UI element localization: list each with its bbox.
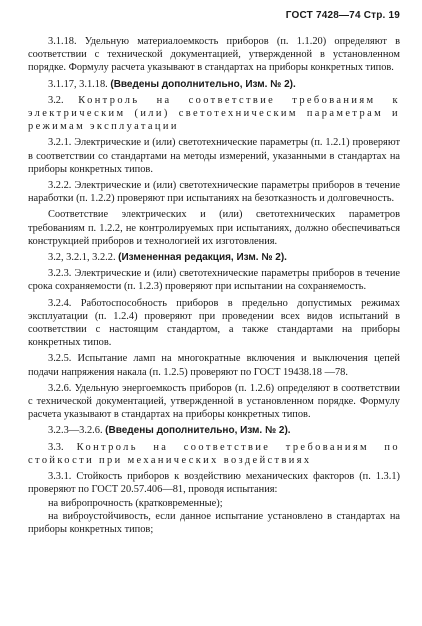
section-title: Контроль на соответствие требованиям к электрическим (или) светотехническим параметрам и режимам эксплуатации bbox=[28, 94, 400, 133]
section-title: Контроль на соответствие требованиям по стойкости при механических воздействиях bbox=[28, 441, 400, 466]
amendment-clauses: 3.1.17, 3.1.18. bbox=[48, 78, 108, 90]
amendment-clauses: 3.2.3—3.2.6. bbox=[48, 425, 103, 437]
amendment-note-3 bbox=[28, 424, 400, 437]
paragraph-3-3-1: 3.3.1. Стойкость приборов к воздействию механических факторов (п. 1.3.1) проверяют по ГОСТ 20.57.406—81, проводя испытания: bbox=[28, 471, 400, 496]
amendment-clauses: 3.2, 3.2.1, 3.2.2. bbox=[48, 252, 116, 264]
section-number: 3.3. bbox=[48, 441, 64, 453]
paragraph-3-2-3: 3.2.3. Электрические и (или) светотехнические параметры приборов в течение срока сохраняемости (п. 1.2.3) проверяют при испытании на сохраняемость. bbox=[28, 268, 400, 293]
amendment-text: (Введены дополнительно, Изм. № 2). bbox=[105, 425, 291, 437]
paragraph-conformity: Соответствие электрических и (или) светотехнических параметров требованиям п. 1.2.2, не контролируемых при испытаниях, должно обеспечиваться конструкцией приборов и технологией их изготовления. bbox=[28, 209, 400, 247]
amendment-note-2 bbox=[28, 251, 400, 264]
amendment-text: (Введены дополнительно, Изм. № 2). bbox=[110, 78, 296, 90]
paragraph-3-2-4: 3.2.4. Работоспособность приборов в предельно допустимых режимах эксплуатации (п. 1.2.4) проверяют при проведении всех видов испытаний в соответствии с настоящим стандартом, а также стандартами на приборы конкретных типов. bbox=[28, 297, 400, 349]
list-item-vibration-strength: на вибропрочность (кратковременные); bbox=[48, 497, 223, 509]
paragraph-3-1-18: 3.1.18. Удельную материалоемкость приборов (п. 1.1.20) определяют в соответствии с технической документацией, утвержденной в установленном порядке. Формулу расчета указывают в стандартах на приборы конкретных типов. bbox=[28, 36, 400, 74]
page-header: ГОСТ 7428—74 Стр. 19 bbox=[285, 10, 400, 21]
paragraph-3-2-2: 3.2.2. Электрические и (или) светотехнические параметры приборов в течение наработки (п. 1.2.2) проверяют при испытаниях на безотказность и долговечность. bbox=[28, 180, 400, 205]
section-number: 3.2. bbox=[48, 94, 64, 106]
paragraph-3-2-5: 3.2.5. Испытание ламп на многократные включения и выключения цепей подачи напряжения накала (п. 1.2.5) проверяют по ГОСТ 19438.18 —78. bbox=[28, 353, 400, 378]
document-body bbox=[28, 35, 400, 536]
paragraph-3-2-1: 3.2.1. Электрические и (или) светотехнические параметры (п. 1.2.1) проверяют в соответствии со стандартами на методы измерений, указанными в стандартах на приборы конкретных типов. bbox=[28, 137, 400, 175]
list-item-vibration-stability: на виброустойчивость, если данное испытание установлено в стандартах на приборы конкретных типов; bbox=[28, 510, 400, 535]
paragraph-3-2-6: 3.2.6. Удельную энергоемкость приборов (п. 1.2.6) определяют в соответствии с технической документацией, утвержденной в установленном порядке. Формулу расчета указывают в стандартах на приборы конкретных типов. bbox=[28, 382, 400, 421]
amendment-text: (Измененная редакция, Изм. № 2). bbox=[118, 252, 287, 264]
section-heading-3-3 bbox=[28, 441, 400, 467]
section-heading-3-2 bbox=[28, 94, 400, 134]
amendment-note-1 bbox=[28, 78, 400, 91]
